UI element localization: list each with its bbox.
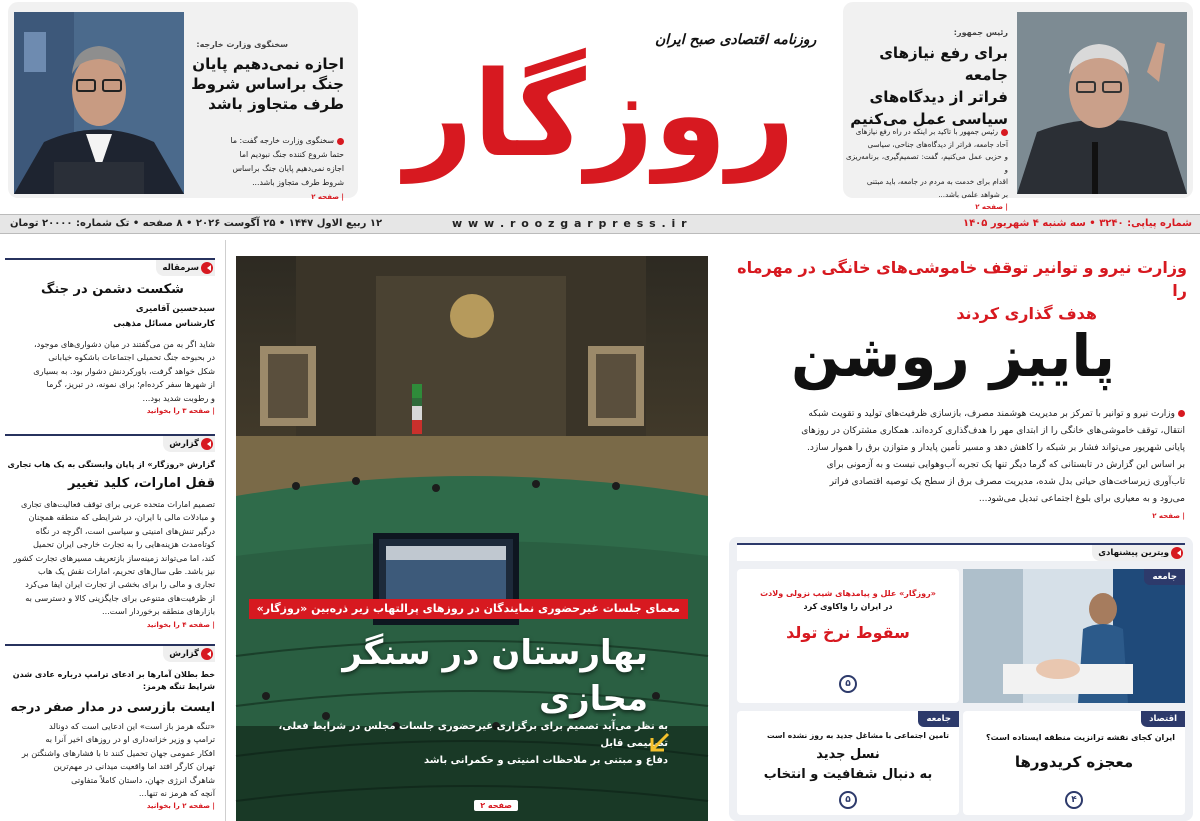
report2-tag: گزارش	[163, 646, 215, 662]
recommended-header	[737, 543, 1185, 561]
rec-card-society-photo[interactable]	[963, 569, 1185, 703]
rec-card2-title[interactable]: معجزه کریدورها	[1014, 753, 1134, 771]
report1-body: تصمیم امارات متحده عربی برای توقف فعالیت‌های تجاری و مبادلات مالی با ایران، در شرایطی که منطقه همچنان درگیر تنش‌های امنیتی و سیاسی است، اگرچه در نگاه کوتاه‌مدت هزینه‌هایی را به تجارت خارجی ایران تحمیل کند، اما می‌تواند زمینه‌ساز بازتعریف مسیرهای تجارت کشور نیز باشد. طی سال‌های تحریم، امارات نقش یک هاب تجاری و مالی را برای بخشی از تجارت ایران ایفا می‌کرد از ظرفیت‌های متنوعی برای جایگزینی کالا و دسترسی به بازارهای منطقه برخوردار است... | صفحه ۴ را بخوانید	[10, 498, 215, 632]
issue-info-bar	[0, 214, 1200, 234]
masthead	[0, 0, 1200, 214]
rec-card1-badge: جامعه	[1144, 569, 1185, 585]
report1-header	[5, 434, 215, 452]
report2-kicker: خط بطلان آمارها بر ادعای ترامپ درباره عادی شدن شرایط تنگه هرمز:	[12, 670, 215, 691]
play-icon	[1171, 547, 1183, 559]
right-title: برای رفع نیازهای جامعه فراتر از دیدگاه‌های سیاسی عمل می‌کنیم	[850, 44, 1008, 128]
tagline: روزنامه اقتصادی صبح ایران	[655, 32, 817, 48]
rec-card1-kicker: «روزگار» علل و پیامدهای شیب نزولی ولادت در ایران را واکاوی کرد	[760, 589, 936, 611]
masthead-right-box[interactable]	[843, 2, 1193, 211]
rec-card3-title[interactable]: نسل جدید به دنبال شفافیت و انتخاب	[763, 747, 933, 782]
date-price: ۱۲ ربیع الاول ۱۴۴۷ • ۲۵ آگوست ۲۰۲۶ • ۸ صفحه • تک شماره: ۲۰۰۰۰ تومان	[10, 218, 383, 229]
parliament-photo[interactable]	[236, 256, 708, 821]
logo-text: روزگار	[404, 45, 796, 183]
right-body: رئیس جمهور با تاکید بر اینکه در راه رفع نیازهای آحاد جامعه، فراتر از دیدگاه‌های جناحی، سیاسی و حزبی عمل می‌کنیم، گفت: تصمیم‌گیری، برنامه‌ریزی و اقدام برای خدمت به مردم در جامعه، باید مبتنی بر شواهد علمی باشد... | صفحه ۲	[846, 127, 1008, 211]
left-title: اجازه نمی‌دهیم پایان جنگ براساس شروط طرف متجاوز باشد	[191, 55, 344, 113]
lead-ref[interactable]: | صفحه ۲	[1152, 512, 1185, 520]
editorial-header	[5, 258, 215, 276]
report1-ref[interactable]: | صفحه ۴ را بخوانید	[146, 620, 215, 629]
rec-card-corridors[interactable]	[963, 711, 1185, 815]
lead-body: وزارت نیرو و توانیر با تمرکز بر مدیریت هوشمند مصرف، بازسازی ظرفیت‌های تولید و تقویت شبکه انتقال، توقف خاموشی‌های خانگی را از ابتدای مهر را هدف‌گذاری کرده‌اند. همکاری مشترکان در روزهای پایانی شهریور می‌تواند فشار بر شبکه را کاهش دهد و مسیر تأمین پایدار و متوازن برق را هموار سازد. بر اساس این گزارش در تابستانی که گرما دیگر تنها یک تجربه آب‌وهوایی نیست و به آزمونی برای تاب‌آوری زیرساخت‌های حیاتی بدل شده، مدیریت مصرف برق از سطح یک توصیه اقتصادی فراتر می‌رود و به معیاری برای بلوغ اجتماعی تبدیل می‌شود... | صفحه ۲	[715, 406, 1185, 525]
website-link[interactable]: w w w . r o o z g a r p r e s s . i r	[452, 217, 688, 230]
right-kicker: رئیس جمهور:	[953, 28, 1008, 37]
recommended-tag: ویترین پیشنهادی	[1092, 545, 1185, 561]
play-icon	[201, 438, 213, 450]
arrow-down-left-icon	[646, 730, 672, 756]
editorial-author: سیدحسین آقامیری	[135, 304, 215, 314]
rec-card2-page[interactable]: ۴	[1065, 791, 1083, 809]
report2-title[interactable]: ایست بازرسی در مدار صفر درجه	[10, 699, 215, 714]
rec-card1-page[interactable]: ۵	[839, 675, 857, 693]
issue-number: شماره پیاپی: ۳۲۴۰ • سه شنبه ۴ شهریور ۱۴۰۵	[962, 218, 1192, 229]
editorial-author-role: کارشناس مسائل مذهبی	[113, 319, 215, 329]
play-icon	[201, 262, 213, 274]
left-body: سخنگوی وزارت خارجه گفت: ما حتما شروع کننده جنگ نبودیم اما اجازه نمی‌دهیم پایان جنگ براساس شروط طرف متجاوز باشد... | صفحه ۲	[230, 136, 344, 201]
center-kicker: معمای جلسات غیرحضوری نمایندگان در روزهای پرالتهاب زیر ذره‌بین «روزگار»	[249, 599, 688, 619]
left-column	[0, 240, 225, 821]
center-headline[interactable]: بهارستان در سنگر مجازی	[342, 633, 648, 719]
lead-kicker: وزارت نیرو و توانیر توقف خاموشی‌های خانگی در مهرماه را هدف گذاری کردند	[737, 258, 1187, 323]
spokesman-photo	[14, 12, 184, 194]
center-body: به نظر می‌آید تصمیم برای برگزاری غیرحضوری جلسات مجلس در شرایط فعلی، تصمیمی قابل دفاع و مبتنی بر ملاحظات امنیتی و حکمرانی باشد	[278, 721, 668, 766]
lead-story	[710, 240, 1195, 535]
rec-card-birthrate[interactable]	[737, 569, 959, 703]
lead-headline[interactable]: پاییز روشن	[791, 322, 1115, 390]
hospital-photo	[963, 569, 1185, 703]
report1-kicker: گزارش «روزگار» از پایان وابستگی به یک هاب تجاری	[7, 460, 215, 469]
report2-ref[interactable]: | صفحه ۲ را بخوانید	[146, 802, 215, 811]
report2-header	[5, 644, 215, 662]
rec-card3-badge: جامعه	[918, 711, 959, 727]
masthead-left-box[interactable]	[8, 2, 358, 201]
column-divider	[225, 240, 226, 821]
recommended-box	[729, 537, 1193, 821]
report1-tag: گزارش	[163, 436, 215, 452]
editorial-body: شاید اگر به من می‌گفتند در میان دشواری‌های موجود، در بحبوحه جنگ تحمیلی اجتماعات باشکوه خیابانی شکل خواهد گرفت، باورکردنش دشوار بود. به بسیاری از شهرها سفر کرده‌ام؛ برای نمونه، در تبریز، گرما و رطوبت شدید بود... | صفحه ۳ را بخوانید	[10, 338, 215, 418]
left-kicker: سخنگوی وزارت خارجه:	[196, 40, 288, 49]
rec-card3-kicker: تامین اجتماعی با مشاغل جدید به روز نشده است	[767, 731, 949, 740]
report2-body: «تنگه هرمز باز است» این ادعایی است که دونالد ترامپ و وزیر خزانه‌داری او در روزهای اخیر آنرا به افکار عمومی جهان تحمیل کنند تا با فشارهای واشنگتن بر تهران کارگر افتد اما واقعیت میدانی در مهم‌ترین شاهرگ انرژی جهان، داستان کاملاً متفاوتی آنچه که هرمز نه تنها... | صفحه ۲ را بخوانید	[10, 720, 215, 814]
rec-card2-kicker: ایران کجای نقشه ترانزیت منطقه ایستاده است؟	[985, 733, 1175, 742]
editorial-tag: سرمقاله	[156, 260, 215, 276]
play-icon	[201, 648, 213, 660]
rec-card1-title[interactable]: سقوط نرخ تولد	[786, 623, 910, 642]
center-ref[interactable]: صفحه ۲	[474, 800, 518, 811]
newspaper-logo[interactable]	[370, 14, 830, 204]
rec-card-new-generation[interactable]	[737, 711, 959, 815]
editorial-ref[interactable]: | صفحه ۳ را بخوانید	[146, 407, 215, 416]
rec-card3-page[interactable]: ۵	[839, 791, 857, 809]
editorial-title[interactable]: شکست دشمن در جنگ	[41, 282, 184, 297]
rec-card2-badge: اقتصاد	[1141, 711, 1185, 727]
president-photo	[1017, 12, 1187, 194]
report1-title[interactable]: قفل امارات، کلید تغییر	[68, 476, 215, 491]
